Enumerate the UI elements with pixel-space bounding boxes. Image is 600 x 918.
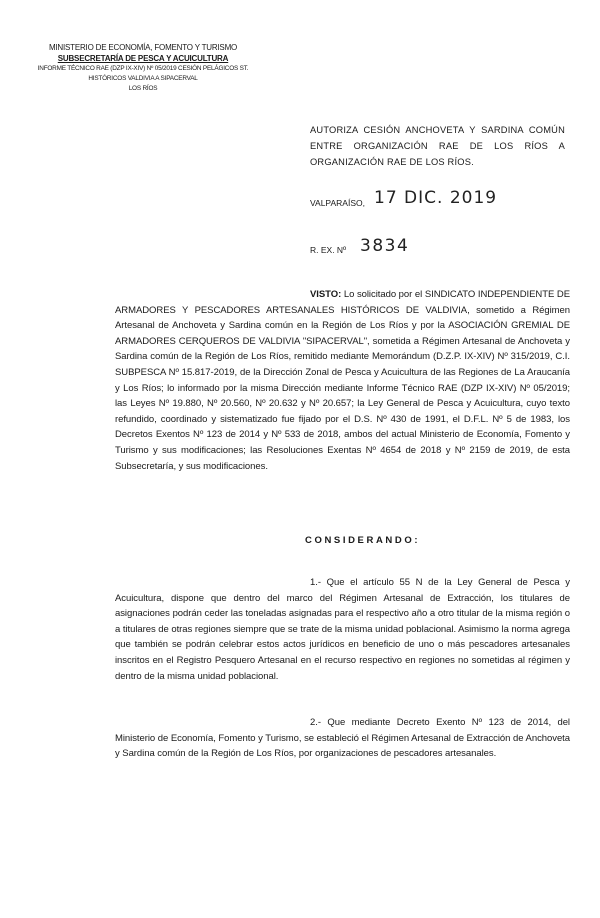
visto-text: Lo solicitado por el SINDICATO INDEPENDIENTE DE ARMADORES Y PESCADORES ARTESANALES HISTÓRICOS DE VALDIVIA, sometido a Régimen Artesanal de Anchoveta y Sardina común en la Región de Los Ríos y por la ASOCIACIÓN GREMIAL DE ARMADORES CERQUEROS DE VALDIVIA "SIPACERVAL", sometida a Régimen Artesanal de Anchoveta y Sardina común de la Región de Los Ríos, remitido mediante Memorándum (D.Z.P. IX-XIV) Nº 315/2019, C.I. SUBPESCA Nº 15.817-2019, de la Dirección Zonal de Pesca y Acuicultura de las Regiones de La Araucanía y Los Ríos; lo informado por la misma Dirección mediante Informe Técnico RAE (DZP IX-XIV) Nº 05/2019; las Leyes Nº 19.880, Nº 20.560, Nº 20.632 y Nº 20.657; la Ley General de Pesca y Acuicultura, cuyo texto refundido, coordinado y sistematizado fue fijado por el D.S. Nº 430 de 1991, el D.F.L. Nº 5 de 1983, los Decretos Exentos Nº 123 de 2014 y Nº 533 de 2018, ambos del actual Ministerio de Economía, Fomento y Turismo y sus modificaciones; las Resoluciones Exentas Nº 4654 de 2018 y Nº 2159 de 2019, de esta Subsecretaría, y sus modificaciones. <box>115 289 570 472</box>
letterhead <box>28 42 258 94</box>
reference-line-3: LOS RÍOS <box>128 85 158 92</box>
resolution-summary: AUTORIZA CESIÓN ANCHOVETA Y SARDINA COMÚN ENTRE ORGANIZACIÓN RAE DE LOS RÍOS A ORGANIZACIÓN RAE DE LOS RÍOS. <box>310 125 565 167</box>
visto-label: VISTO: <box>310 289 342 300</box>
date-stamp: 17 DIC. 2019 <box>374 188 498 208</box>
considerando-paragraph-1 <box>115 575 570 684</box>
date-place: VALPARAÍSO, <box>310 198 365 208</box>
resolution-number-line <box>310 236 510 262</box>
ministry-name: MINISTERIO DE ECONOMÍA, FOMENTO Y TURISMO <box>48 43 238 52</box>
reference-line-1: INFORME TÉCNICO RAE (DZP IX-XIV) Nº 05/2019 CESIÓN PELÁGICOS ST. <box>37 65 249 72</box>
subsecretaria-name: SUBSECRETARÍA DE PESCA Y ACUICULTURA <box>57 54 229 63</box>
visto-section <box>115 287 570 474</box>
date-line <box>310 188 570 214</box>
paragraph-text: 1.- Que el artículo 55 N de la Ley General de Pesca y Acuicultura, dispone que dentro del marco del Régimen Artesanal de Extracción, los titulares de asignaciones podrán ceder las toneladas asignadas para el respectivo año a otro titular de la misma región o a titulares de otras regiones siempre que se trate de la misma unidad poblacional. Asimismo la norma agrega que también se podrán celebrar estos actos jurídicos en beneficio de uno o más pescadores artesanales inscritos en el Registro Pesquero Artesanal en el recurso respectivo en regiones no sometidas al régimen y dentro de la misma unidad poblacional. <box>115 577 570 682</box>
resolution-number: 3834 <box>360 236 410 256</box>
paragraph-text: 2.- Que mediante Decreto Exento Nº 123 de 2014, del Ministerio de Economía, Fomento y Turismo, se estableció el Régimen Artesanal de Extracción de Anchoveta y Sardina común de la Región de Los Ríos, por organizaciones de pescadores artesanales. <box>115 717 570 760</box>
considerando-paragraph-2 <box>115 715 570 762</box>
considerando-heading: CONSIDERANDO: <box>305 535 421 546</box>
reference-line-2: HISTÓRICOS VALDIVIA A SIPACERVAL <box>88 75 198 82</box>
resolution-prefix: R. EX. Nº <box>310 245 347 255</box>
